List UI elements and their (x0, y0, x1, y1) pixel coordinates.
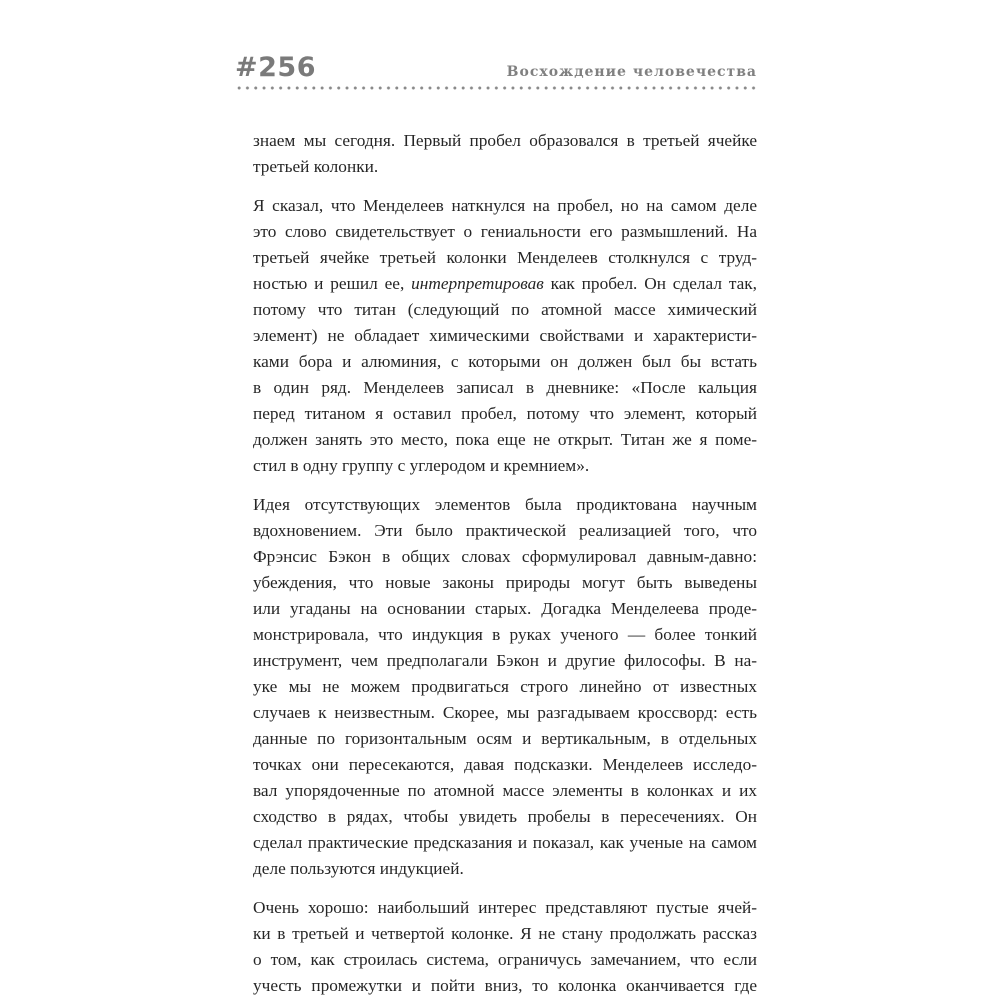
text-line: Очень хорошо: наибольший интерес представляют пустые ячей- (253, 898, 757, 917)
text-line: данные по горизонтальным осям и вертикальным, в отдельных (253, 729, 757, 748)
page-number: #256 (235, 52, 316, 83)
paragraph (253, 193, 757, 479)
italic-term: интерпретировав (411, 274, 544, 293)
text-line: третьей ячейке третьей колонки Менделеев столкнулся с труд- (253, 248, 757, 267)
running-title: Восхождение человечества (506, 64, 757, 80)
text-line: третьей колонки. (253, 157, 379, 176)
text-line: сделал практические предсказания и показал, как ученые на самом (253, 833, 757, 852)
text-line: должен занять это место, пока еще не открыт. Титан же я помe- (253, 430, 757, 449)
paragraph (253, 895, 757, 999)
text-line: это слово свидетельствует о гениальности его размышлений. На (253, 222, 757, 241)
text-line: вдохновением. Эти было практической реализацией того, что (253, 521, 757, 540)
text-line (253, 271, 757, 297)
text-line: инструмент, чем предполагали Бэкон и другие философы. В на- (253, 651, 757, 670)
text-line: ки в третьей и четвертой колонке. Я не стану продолжать рассказ (253, 924, 757, 943)
text-line: учесть промежутки и пойти вниз, то колонка оканчивается где (253, 976, 757, 995)
text-run: как пробел. Он сделал так, (543, 274, 758, 293)
text-line: убеждения, что новые законы природы могут быть выведены (253, 573, 757, 592)
text-line: элемент) не обладает химическими свойствами и характеристи- (253, 326, 757, 345)
text-run: ностью и решил ее, (253, 274, 412, 293)
text-line: перед титаном я оставил пробел, потому что элемент, который (253, 404, 757, 423)
text-line: Я сказал, что Менделеев наткнулся на пробел, но на самом деле (253, 196, 757, 215)
text-line: знаем мы сегодня. Первый пробел образовался в третьей ячейке (253, 131, 757, 150)
text-line: о том, как строилась система, ограничусь замечанием, что если (253, 950, 757, 969)
text-line: ками бора и алюминия, с которыми он должен был бы встать (253, 352, 757, 371)
text-line: или угаданы на основании старых. Догадка Менделеева проде- (253, 599, 757, 618)
text-line: Идея отсутствующих элементов была продиктована научным (253, 495, 757, 514)
text-line: Фрэнсис Бэкон в общих словах сформулировал давным-давно: (253, 547, 757, 566)
text-line: случаев к неизвестным. Скорее, мы разгадываем кроссворд: есть (253, 703, 757, 722)
text-line: вал упорядоченные по атомной массе элементы в колонках и их (253, 781, 757, 800)
text-line: сходство в рядах, чтобы увидеть пробелы в пересечениях. Он (253, 807, 757, 826)
text-line: точках они пересекаются, давая подсказки. Менделеев исследо- (253, 755, 757, 774)
paragraph (253, 492, 757, 882)
text-line: монстрировала, что индукция в руках ученого — более тонкий (253, 625, 757, 644)
dotted-rule (235, 86, 759, 90)
text-line: деле пользуются индукцией. (253, 859, 464, 878)
text-line: стил в одну группу с углеродом и кремнием». (253, 456, 590, 475)
page-header (231, 50, 761, 90)
text-line: потому что титан (следующий по атомной массе химический (253, 300, 757, 319)
body-text (253, 128, 757, 1000)
text-line: уке мы не можем продвигаться строго линейно от известных (253, 677, 757, 696)
paragraph (253, 128, 757, 180)
text-line: в один ряд. Менделеев записал в дневнике: «После кальция (253, 378, 757, 397)
